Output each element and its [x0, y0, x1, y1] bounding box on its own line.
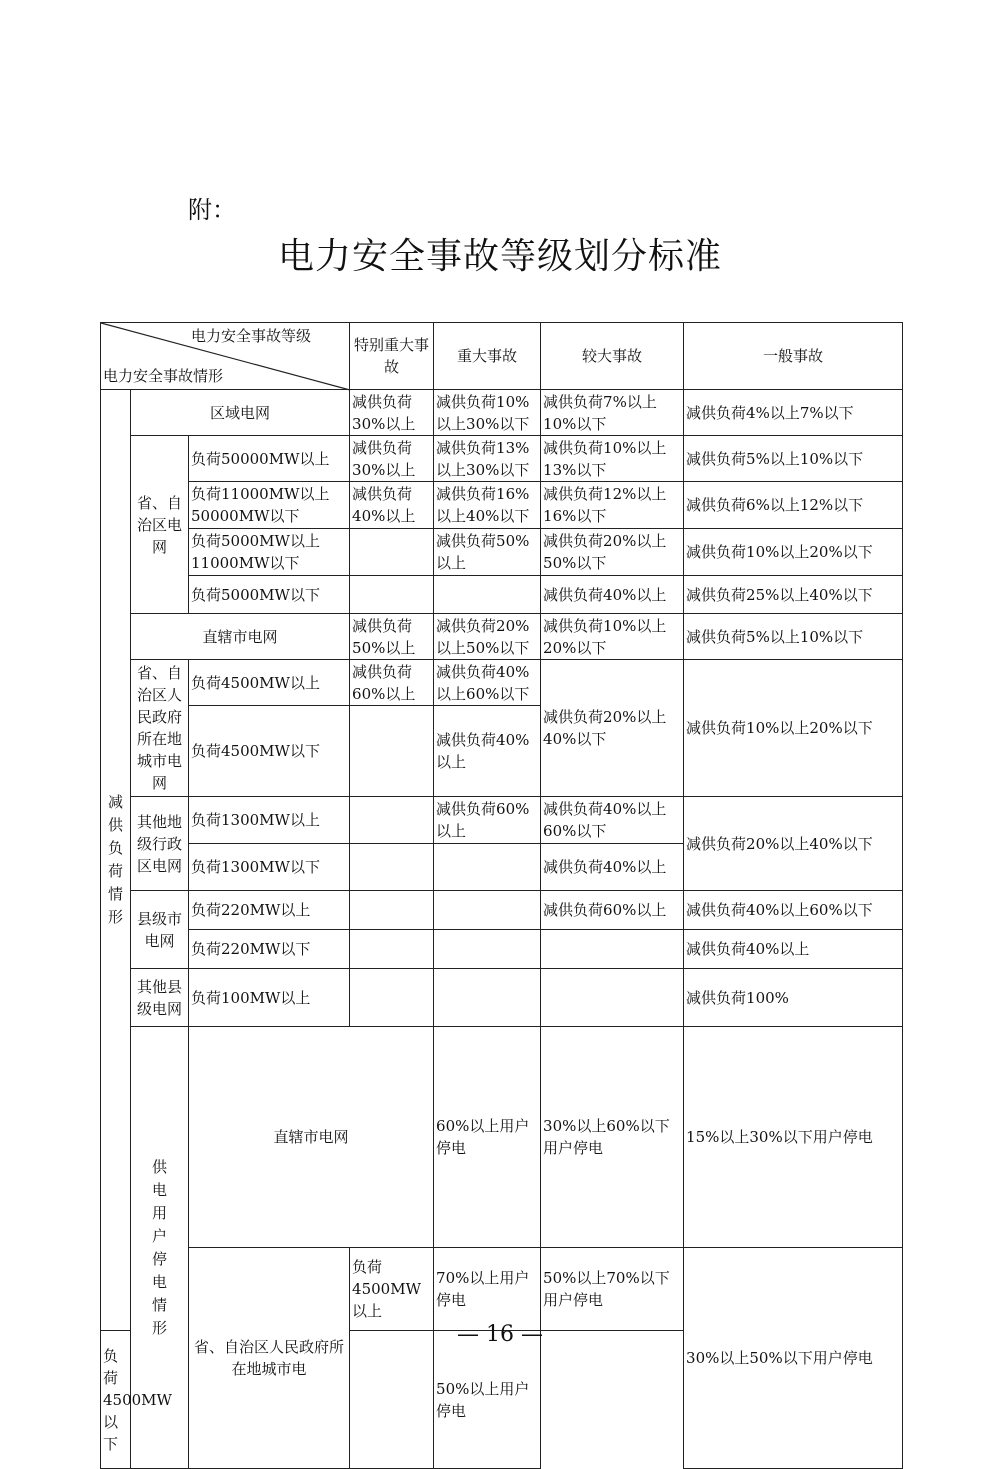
- row-label: 负荷1300MW以上: [189, 797, 350, 844]
- cell-larger: 减供负荷20%以上50%以下: [541, 529, 684, 576]
- cell-major: [434, 930, 541, 969]
- cell-especially-major: [350, 891, 434, 930]
- cell-major: 减供负荷40%以上60%以下: [434, 660, 541, 706]
- subgroup-other-prefecture-grid: 其他地级行政区电网: [131, 797, 189, 891]
- row-label: 负荷5000MW以下: [189, 576, 350, 614]
- group-user-outage: 供电用户停电情形: [131, 1027, 189, 1469]
- row-label: 负荷4500MW以下: [189, 706, 350, 797]
- row-label: 负荷220MW以下: [189, 930, 350, 969]
- cell-larger: 30%以上50%以下用户停电: [684, 1248, 903, 1469]
- cell-especially-major: 减供负荷50%以上: [350, 614, 434, 660]
- cell-larger: 减供负荷40%以上: [541, 844, 684, 891]
- cell-especially-major: 减供负荷60%以上: [350, 660, 434, 706]
- group-load-reduction: 减供负荷情形: [101, 390, 131, 1331]
- diagonal-header-bottom: 电力安全事故情形: [103, 367, 224, 385]
- page-number: — 16 —: [457, 1322, 543, 1347]
- table-row: [101, 576, 903, 614]
- cell-major: [434, 969, 541, 1027]
- cell-general: 减供负荷25%以上40%以下: [684, 576, 903, 614]
- row-label: 负荷220MW以上: [189, 891, 350, 930]
- cell-general: 减供负荷4%以上7%以下: [684, 390, 903, 436]
- cell-larger: 减供负荷12%以上16%以下: [541, 482, 684, 529]
- cell-especially-major: [350, 1331, 434, 1469]
- table-row: [101, 660, 903, 706]
- level-header-larger: 较大事故: [541, 323, 684, 390]
- cell-general: 减供负荷100%: [684, 969, 903, 1027]
- cell-general: 减供负荷40%以上: [684, 930, 903, 969]
- table-row: [101, 969, 903, 1027]
- cell-especially-major: 减供负荷30%以上: [350, 390, 434, 436]
- cell-major: 减供负荷10%以上30%以下: [434, 390, 541, 436]
- cell-general: 减供负荷5%以上10%以下: [684, 436, 903, 482]
- diagonal-header-top: 电力安全事故等级: [191, 327, 312, 345]
- level-header-major: 重大事故: [434, 323, 541, 390]
- subgroup-county-city-grid: 县级市电网: [131, 891, 189, 969]
- cell-major: 减供负荷13%以上30%以下: [434, 436, 541, 482]
- cell-general: 减供负荷40%以上60%以下: [684, 891, 903, 930]
- cell-general: 减供负荷6%以上12%以下: [684, 482, 903, 529]
- cell-larger: 减供负荷20%以上40%以下: [541, 660, 684, 797]
- table-row: [101, 436, 903, 482]
- row-label: 负荷50000MW以上: [189, 436, 350, 482]
- row-label: 区域电网: [131, 390, 350, 436]
- table-row: [101, 1248, 903, 1331]
- table-row: [101, 797, 903, 844]
- cell-especially-major: [350, 576, 434, 614]
- cell-larger: 减供负荷10%以上20%以下: [541, 614, 684, 660]
- cell-larger: 减供负荷10%以上13%以下: [541, 436, 684, 482]
- cell-major: [434, 576, 541, 614]
- subgroup-other-county-grid: 其他县级电网: [131, 969, 189, 1027]
- cell-larger: 减供负荷40%以上60%以下: [541, 797, 684, 844]
- document-title: 电力安全事故等级划分标准: [277, 236, 722, 277]
- cell-especially-major: [350, 529, 434, 576]
- cell-larger: 减供负荷60%以上: [541, 891, 684, 930]
- subgroup-provincial-grid: 省、自治区电网: [131, 436, 189, 614]
- cell-especially-major: [350, 706, 434, 797]
- row-label: 直辖市电网: [131, 614, 350, 660]
- cell-major: 减供负荷16%以上40%以下: [434, 482, 541, 529]
- subgroup-capital-city-grid: 省、自治区人民政府所在地城市电网: [131, 660, 189, 797]
- cell-general: 减供负荷5%以上10%以下: [684, 614, 903, 660]
- cell-larger: 减供负荷40%以上: [541, 576, 684, 614]
- table-row: [101, 482, 903, 529]
- table-row: [101, 614, 903, 660]
- cell-major: 30%以上60%以下用户停电: [541, 1027, 684, 1248]
- cell-especially-major: 减供负荷40%以上: [350, 482, 434, 529]
- diagonal-header-cell: [101, 323, 350, 390]
- cell-larger: 15%以上30%以下用户停电: [684, 1027, 903, 1248]
- cell-larger: 减供负荷7%以上10%以下: [541, 390, 684, 436]
- row-label: 直辖市电网: [189, 1027, 434, 1248]
- cell-especially-major: [350, 844, 434, 891]
- cell-especially-major: [350, 797, 434, 844]
- table-row: [101, 1027, 903, 1248]
- cell-general: 减供负荷10%以上20%以下: [684, 660, 903, 797]
- table-row: [101, 390, 903, 436]
- row-label: 负荷1300MW以下: [189, 844, 350, 891]
- cell-major: 减供负荷50%以上: [434, 529, 541, 576]
- cell-general: 减供负荷20%以上40%以下: [684, 797, 903, 891]
- row-label: 负荷100MW以上: [189, 969, 350, 1027]
- cell-especially-major: 减供负荷30%以上: [350, 436, 434, 482]
- cell-major: [434, 891, 541, 930]
- cell-general: 减供负荷10%以上20%以下: [684, 529, 903, 576]
- cell-major: 50%以上用户停电: [434, 1331, 541, 1469]
- attachment-label: 附：: [188, 196, 236, 224]
- row-label: 负荷4500MW以上: [350, 1248, 434, 1331]
- row-label: 负荷4500MW以上: [189, 660, 350, 706]
- row-label: 负荷4500MW以下: [101, 1331, 131, 1469]
- cell-major: 减供负荷60%以上: [434, 797, 541, 844]
- accident-grade-table: [100, 322, 903, 1469]
- cell-especially-major: 70%以上用户停电: [434, 1248, 541, 1331]
- row-label: 负荷5000MW以上11000MW以下: [189, 529, 350, 576]
- subgroup-capital-city-grid: 省、自治区人民政府所在地城市电: [189, 1248, 350, 1469]
- level-header-general: 一般事故: [684, 323, 903, 390]
- cell-major: [434, 844, 541, 891]
- cell-especially-major: 60%以上用户停电: [434, 1027, 541, 1248]
- row-label: 负荷11000MW以上50000MW以下: [189, 482, 350, 529]
- cell-major: 减供负荷40%以上: [434, 706, 541, 797]
- cell-especially-major: [350, 969, 434, 1027]
- cell-major: 50%以上70%以下用户停电: [541, 1248, 684, 1331]
- table-row: [101, 930, 903, 969]
- table-row: [101, 891, 903, 930]
- cell-especially-major: [350, 930, 434, 969]
- table-row: [101, 529, 903, 576]
- cell-larger: [541, 930, 684, 969]
- cell-larger: [541, 969, 684, 1027]
- cell-major: 减供负荷20%以上50%以下: [434, 614, 541, 660]
- table-header-row: [101, 323, 903, 390]
- level-header-especially-major: 特别重大事故: [350, 323, 434, 390]
